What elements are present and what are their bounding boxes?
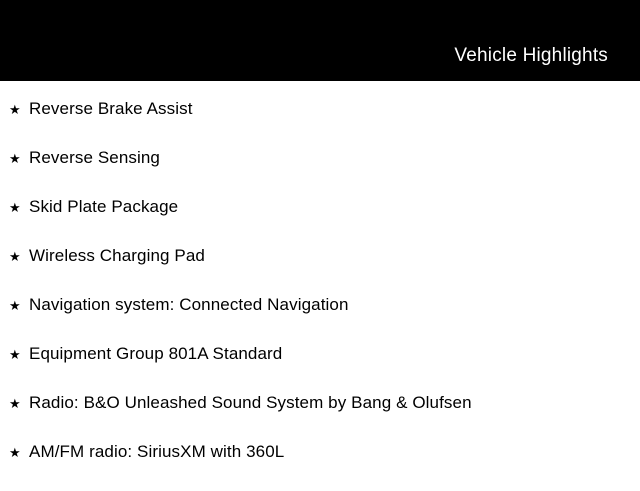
list-item-label: Reverse Brake Assist (29, 99, 193, 118)
list-item (0, 393, 640, 442)
highlights-list (0, 81, 640, 491)
star-icon: ★ (9, 151, 21, 166)
list-item (0, 295, 640, 344)
list-item-label: Navigation system: Connected Navigation (29, 295, 349, 314)
page-title: Vehicle Highlights (454, 45, 608, 66)
page-header (0, 0, 640, 81)
list-item (0, 344, 640, 393)
star-icon: ★ (9, 102, 21, 117)
list-item-label: Radio: B&O Unleashed Sound System by Bang & Olufsen (29, 393, 472, 412)
star-icon: ★ (9, 396, 21, 411)
list-item (0, 246, 640, 295)
list-item-label: Skid Plate Package (29, 197, 179, 216)
list-item-label: Wireless Charging Pad (29, 246, 205, 265)
list-item-label: Reverse Sensing (29, 148, 160, 167)
star-icon: ★ (9, 347, 21, 362)
list-item (0, 197, 640, 246)
list-item (0, 148, 640, 197)
list-item (0, 442, 640, 491)
star-icon: ★ (9, 445, 21, 460)
list-item-label: Equipment Group 801A Standard (29, 344, 283, 363)
star-icon: ★ (9, 298, 21, 313)
list-item (0, 99, 640, 148)
list-item-label: AM/FM radio: SiriusXM with 360L (29, 442, 285, 461)
star-icon: ★ (9, 200, 21, 215)
star-icon: ★ (9, 249, 21, 264)
